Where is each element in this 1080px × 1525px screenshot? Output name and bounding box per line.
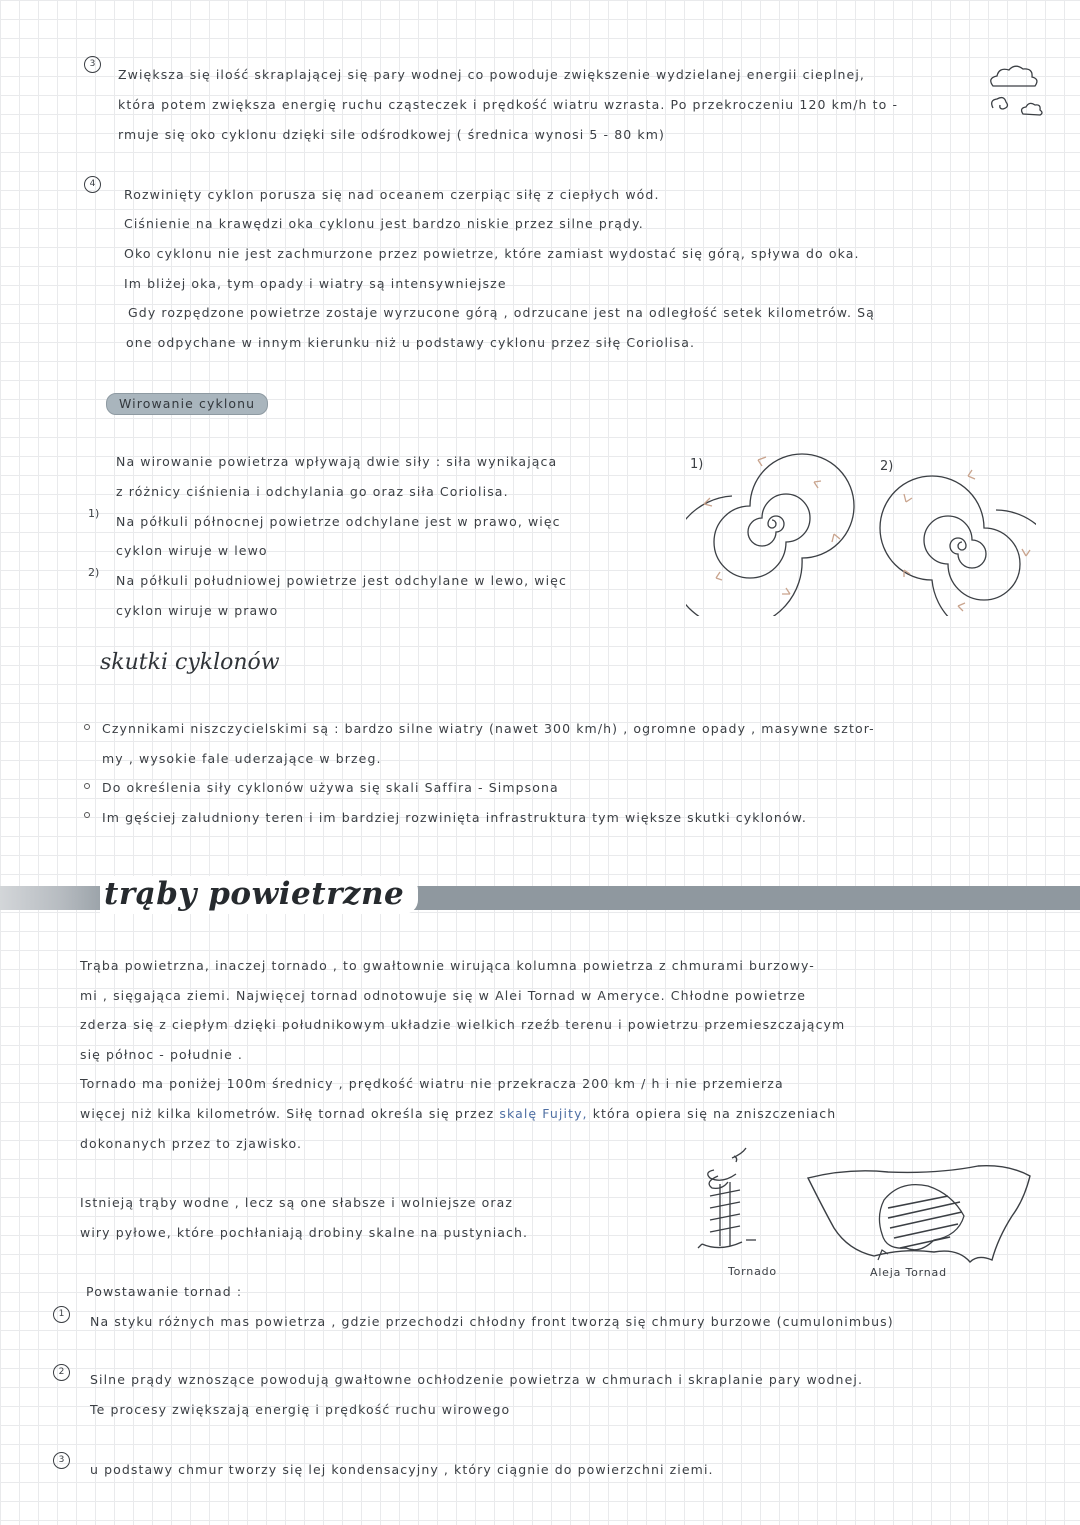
bullet-icon [84,812,90,818]
tornado-para1-line-4: się północ - południe . [80,1047,244,1062]
tornado-para3-line-2: wiry pyłowe, które pochłaniają drobiny skalne na pustyniach. [80,1225,529,1240]
step3-line-3: rmuje się oko cyklonu dzięki sile odśrodkowej ( średnica wynosi 5 - 80 km) [118,127,666,142]
tornado-para3-line-1: Istnieją trąby wodne , lecz są one słabsze i wolniejsze oraz [80,1195,514,1210]
tornado-para1-line-1: Trąba powietrzna, inaczej tornado , to gwałtownie wirująca kolumna powietrza z chmurami burzowy- [80,958,815,973]
rotation-marker-1: 1) [88,507,100,520]
northern-spiral [686,454,854,616]
formation-step-number-2: 2 [53,1364,70,1381]
step4-line-5: Gdy rozpędzone powietrze zostaje wyrzucone górą , odrzucane jest na odległość setek kilometrów. Są [128,305,875,320]
tornado-para1-line-3: zderza się z ciepłym dzięki południkowym układzie wielkich rzeźb terenu i powietrzu przemieszczającym [80,1017,846,1032]
tornado-sketch-icon [680,1140,760,1265]
formation-step2-line-2: Te procesy zwiększają energię i prędkość ruchu wirowego [90,1402,511,1417]
effects-heading: skutki cyklonów [100,650,280,675]
tornado-figure-label: Tornado [728,1265,777,1278]
formation-step3-line-1: u podstawy chmur tworzy się lej kondensacyjny , który ciągnie do powierzchni ziemi. [90,1462,714,1477]
formation-heading: Powstawanie tornad : [86,1284,243,1299]
formation-step-number-3: 3 [53,1452,70,1469]
tornado-para1-line-2: mi , sięgająca ziemi. Najwięcej tornad odnotowuje się w Alei Tornad w Ameryce. Chłodne powietrze [80,988,807,1003]
rotation-heading: Wirowanie cyklonu [106,393,268,415]
rotation-line-1: Na wirowanie powietrza wpływają dwie siły : siła wynikająca [116,454,558,469]
rotation-marker-2: 2) [88,566,100,579]
tornado-para2-line-3: dokonanych przez to zjawisko. [80,1136,303,1151]
rotation-line-4: cyklon wiruje w lewo [116,543,268,558]
formation-step1-line-1: Na styku różnych mas powietrza , gdzie przechodzi chłodny front tworzą się chmury burzowe (cumulonimbus) [90,1314,894,1329]
tornado-para2-text-a: więcej niż kilka kilometrów. Siłę tornad określa się przez [80,1106,500,1121]
step4-line-6: one odpychane w innym kierunku niż u podstawy cyklonu przez siłę Coriolisa. [126,335,696,350]
bullet-icon [84,783,90,789]
rotation-line-2: z różnicy ciśnienia i odchylania go oraz siła Coriolisa. [116,484,509,499]
step-number-4: 4 [84,176,101,193]
tornado-alley-map [800,1160,1040,1275]
tornado-para2-line-1: Tornado ma poniżej 100m średnicy , prędkość wiatru nie przekracza 200 km / h i nie przemierza [80,1076,784,1091]
effects-line-1: Czynnikami niszczycielskimi są : bardzo silne wiatry (nawet 300 km/h) , ogromne opady , masywne sztor- [102,721,875,736]
rotation-line-3: Na półkuli północnej powietrze odchylane jest w prawo, więc [116,514,561,529]
step4-line-1: Rozwinięty cyklon porusza się nad oceanem czerpiąc siłę z ciepłych wód. [124,187,660,202]
formation-step2-line-1: Silne prądy wznoszące powodują gwałtowne ochłodzenie powietrza w chmurach i skraplanie pary wodnej. [90,1372,864,1387]
fujita-scale-term: skalę Fujity, [499,1106,588,1121]
step4-line-3: Oko cyklonu nie jest zachmurzone przez powietrze, które zamiast wydostać się górą, spływa do oka. [124,246,860,261]
southern-spiral [880,476,1036,616]
tornado-para2-text-b: która opiera się na zniszczeniach [587,1106,837,1121]
formation-step-number-1: 1 [53,1306,70,1323]
cloud-doodle-icon [985,64,1055,126]
rotation-line-5: Na półkuli południowej powietrze jest odchylane w lewo, więc [116,573,567,588]
step-number-3: 3 [84,56,101,73]
effects-line-3: Do określenia siły cyklonów używa się skali Saffira - Simpsona [102,780,559,795]
diagram-label-2: 2) [880,459,894,474]
effects-line-4: Im gęściej zaludniony teren i im bardziej rozwinięta infrastruktura tym większe skutki cyklonów. [102,810,807,825]
rotation-line-6: cyklon wiruje w prawo [116,603,279,618]
tornado-para2-line-2 [80,1106,836,1121]
step4-line-2: Ciśnienie na krawędzi oka cyklonu jest bardzo niskie przez silne prądy. [124,216,644,231]
diagram-label-1: 1) [690,457,704,472]
bullet-icon [84,724,90,730]
tornado-alley-label: Aleja Tornad [870,1266,947,1279]
step3-line-1: Zwiększa się ilość skraplającej się pary wodnej co powoduje zwiększenie wydzielanej energii cieplnej, [118,67,865,82]
effects-line-2: my , wysokie fale uderzające w brzeg. [102,751,382,766]
step4-line-4: Im bliżej oka, tym opady i wiatry są intensywniejsze [124,276,507,291]
tornado-heading: trąby powietrzne [100,876,418,914]
northern-arrows [704,457,840,594]
step3-line-2: która potem zwiększa energię ruchu cząsteczek i prędkość wiatru wzrasta. Po przekroczeniu 120 km/h to - [118,97,899,112]
cyclone-rotation-diagram [686,446,1036,616]
